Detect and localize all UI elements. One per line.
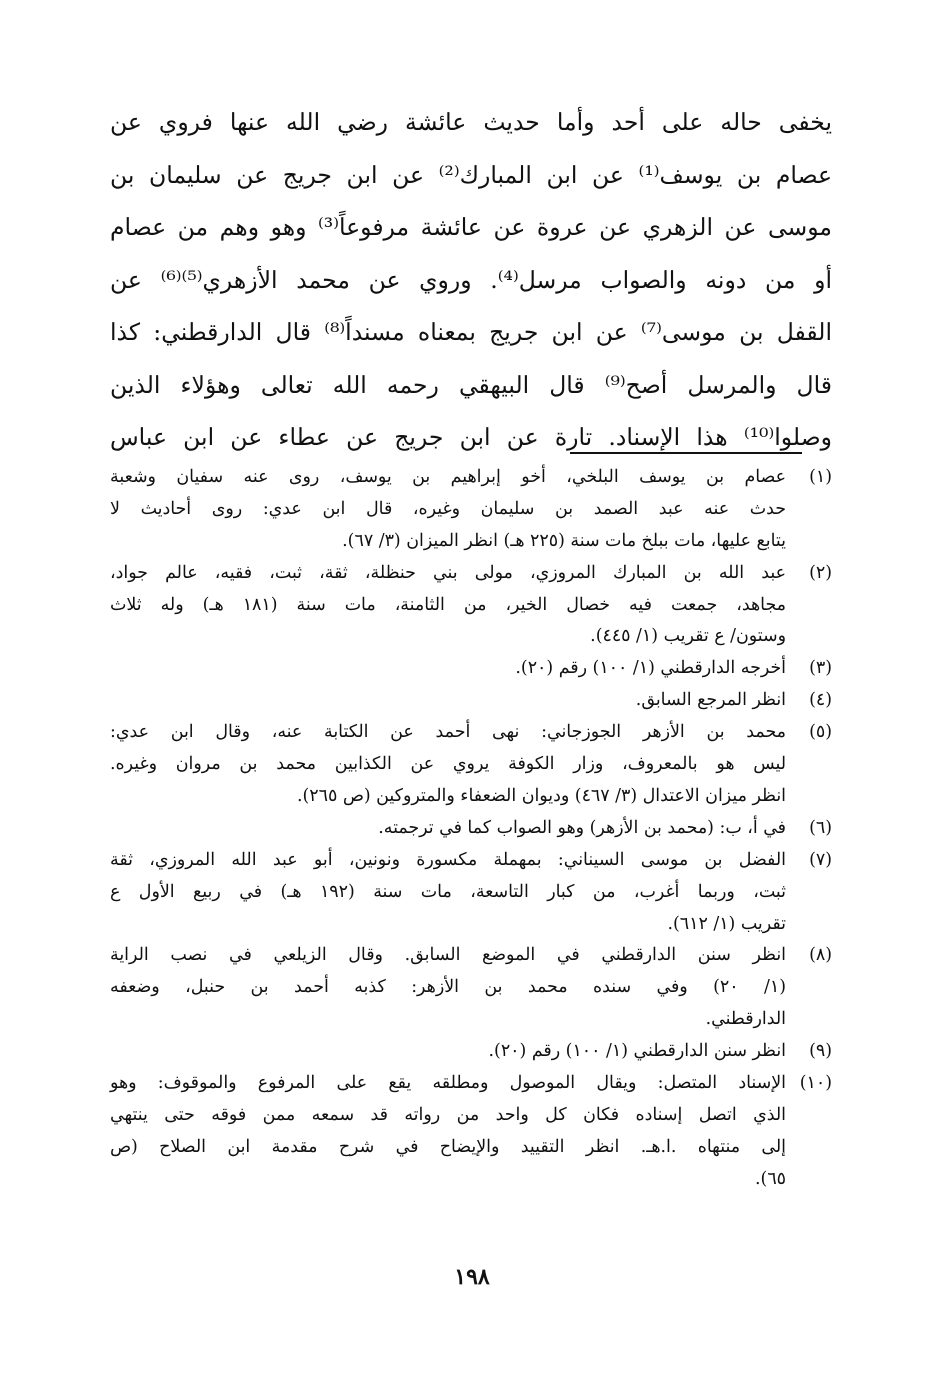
footnote-number: (٥) bbox=[809, 722, 832, 743]
footnote-line: الذي اتصل إسناده فكان كل واحد من رواته قد سمعه ممن فوقه حتى ينتهي bbox=[110, 1104, 786, 1125]
main-text-line: عصام بن يوسف⁽¹⁾ عن ابن المبارك⁽²⁾ عن ابن جريج عن سليمان بن bbox=[110, 160, 832, 189]
footnote-line: إلى منتهاه .ا.هـ. انظر التقييد والإيضاح في شرح مقدمة ابن الصلاح (ص bbox=[110, 1136, 786, 1157]
footnote-text bbox=[110, 813, 786, 845]
footnote-text bbox=[110, 845, 786, 941]
footnote-line: انظر المرجع السابق. bbox=[635, 690, 786, 711]
footnote-line: انظر ميزان الاعتدال (٣/ ٤٦٧) وديوان الضعفاء والمتروكين (ص ٢٦٥). bbox=[296, 785, 786, 806]
footnote-text bbox=[110, 558, 786, 654]
footnote-text bbox=[110, 653, 786, 685]
footnote-item bbox=[110, 717, 832, 813]
main-text-line: وصلوا⁽¹⁰⁾ هذا الإسناد. تارة عن ابن جريج عن عطاء عن ابن عباس bbox=[110, 423, 832, 451]
main-text-line: قال والمرسل أصح⁽⁹⁾ قال البيهقي رحمه الله تعالى وهؤلاء الذين bbox=[110, 370, 832, 399]
footnote-line: ثبت، وربما أغرب، من كبار التاسعة، مات سنة (١٩٢ هـ) في ربيع الأول ع bbox=[110, 881, 787, 902]
main-text bbox=[110, 96, 832, 464]
footnote-line: الدارقطني. bbox=[705, 1009, 786, 1030]
footnote-line: وستون/ ع تقريب (١/ ٤٤٥). bbox=[590, 626, 786, 647]
footnote-line: محمد بن الأزهر الجوزجاني: نهى أحمد عن الكتابة عنه، وقال ابن عدي: bbox=[110, 722, 786, 743]
footnote-separator bbox=[570, 452, 802, 454]
footnote-line: تقريب (١/ ٦١٢). bbox=[667, 913, 786, 934]
footnote-item bbox=[110, 685, 832, 717]
footnote-number: (٨) bbox=[809, 945, 832, 966]
footnote-line: عصام بن يوسف البلخي، أخو إبراهيم بن يوسف، روى عنه سفيان وشعبة bbox=[110, 467, 786, 487]
footnote-text bbox=[110, 462, 786, 558]
footnote-line: الفضل بن موسى السيناني: بمهملة مكسورة ونونين، أبو عبد الله المروزي، ثقة bbox=[110, 849, 786, 870]
footnote-item bbox=[110, 653, 832, 685]
footnote-number: (٢) bbox=[809, 562, 832, 583]
footnote-line: مجاهد، جمعت فيه خصال الخير، من الثامنة، مات سنة (١٨١ هـ) وله ثلاث bbox=[110, 594, 786, 615]
footnote-item bbox=[110, 558, 832, 654]
footnote-line: (١/ ٢٠) وفي سنده محمد بن الأزهر: كذبه أحمد بن حنبل، وضعفه bbox=[110, 977, 786, 998]
footnote-item bbox=[110, 845, 832, 941]
footnote-text bbox=[110, 1036, 786, 1068]
footnote-line: ليس هو بالمعروف، وزار الكوفة يروي عن الكذابين محمد بن مروان وغيره. bbox=[110, 754, 786, 775]
footnote-item bbox=[110, 940, 832, 1036]
footnotes bbox=[110, 462, 832, 1196]
page-number: ١٩٨ bbox=[454, 1264, 490, 1290]
footnote-line: ٦٥). bbox=[754, 1168, 786, 1189]
footnote-item bbox=[110, 462, 832, 558]
footnote-number: (٤) bbox=[809, 690, 832, 711]
main-text-line: القفل بن موسى⁽⁷⁾ عن ابن جريج بمعناه مسنداً⁽⁸⁾ قال الدارقطني: كذا bbox=[110, 318, 832, 346]
footnote-line: أخرجه الدارقطني (١/ ١٠٠) رقم (٢٠). bbox=[515, 658, 786, 679]
footnote-line: انظر سنن الدارقطني في الموضع السابق. وقال الزيلعي في نصب الراية bbox=[110, 945, 786, 966]
footnote-number: (٣) bbox=[809, 658, 832, 679]
footnote-line: الإسناد المتصل: ويقال الموصول ومطلقه يقع على المرفوع والموقوف: وهو bbox=[110, 1072, 786, 1093]
footnote-line: حدث عنه عبد الصمد بن سليمان وغيره، قال ابن عدي: روى أحاديث لا bbox=[110, 498, 786, 519]
footnote-number: (٧) bbox=[809, 849, 832, 870]
footnote-item bbox=[110, 813, 832, 845]
footnote-text bbox=[110, 685, 786, 717]
footnote-line: في أ، ب: (محمد بن الأزهر) وهو الصواب كما في ترجمته. bbox=[378, 817, 786, 838]
footnote-number: (٩) bbox=[809, 1041, 832, 1062]
footnote-number: (٦) bbox=[809, 817, 832, 838]
main-text-line: موسى عن الزهري عن عروة عن عائشة مرفوعاً⁽³⁾ وهو وهم من عصام bbox=[110, 213, 832, 241]
footnote-item bbox=[110, 1036, 832, 1068]
footnote-line: يتابع عليها، مات ببلخ مات سنة (٢٢٥ هـ) انظر الميزان (٣/ ٦٧). bbox=[342, 530, 786, 551]
footnote-line: عبد الله بن المبارك المروزي، مولى بني حنظلة، ثقة، ثبت، فقيه، عالم جواد، bbox=[110, 562, 786, 583]
footnote-text bbox=[110, 940, 786, 1036]
footnote-number: (١٠) bbox=[799, 1072, 832, 1093]
main-text-line: أو من دونه والصواب مرسل⁽⁴⁾. وروي عن محمد الأزهري⁽⁵⁾⁽⁶⁾ عن bbox=[110, 265, 832, 294]
footnote-item bbox=[110, 1068, 832, 1196]
footnote-text bbox=[110, 1068, 786, 1196]
footnote-line: انظر سنن الدارقطني (١/ ١٠٠) رقم (٢٠). bbox=[488, 1041, 786, 1062]
main-text-line: يخفى حاله على أحد وأما حديث عائشة رضي الله عنها فروي عن bbox=[110, 108, 832, 136]
footnote-number: (١) bbox=[809, 467, 832, 487]
footnote-text bbox=[110, 717, 786, 813]
